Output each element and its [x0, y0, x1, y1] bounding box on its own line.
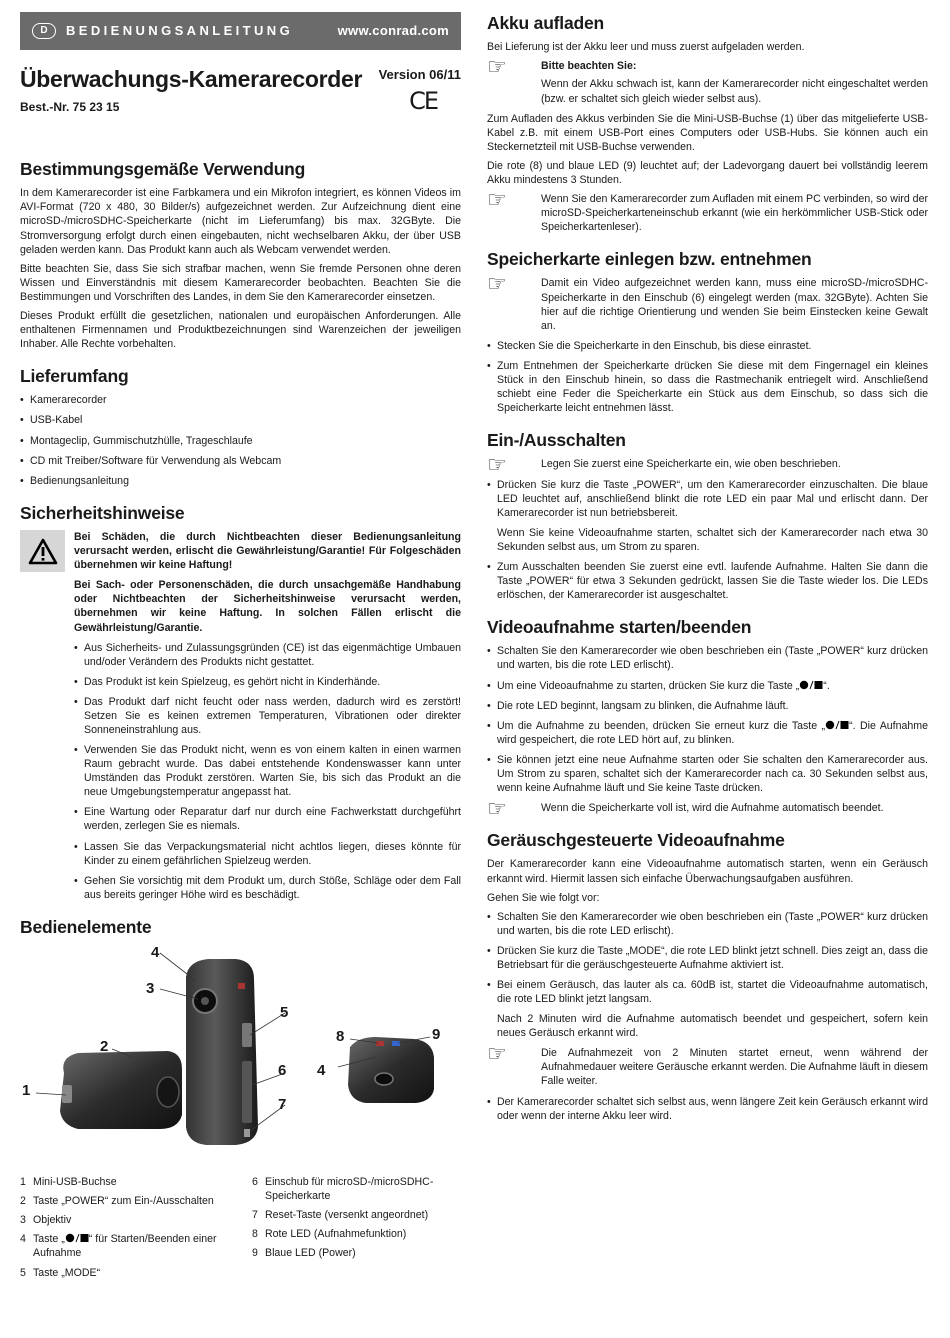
note-block: [487, 55, 928, 105]
safety-block: [20, 530, 461, 902]
list-item: • Bedienungsanleitung: [20, 474, 461, 488]
legend-item: 5 Taste „MODE“: [20, 1266, 101, 1279]
note-text: Wenn die Speicherkarte voll ist, wird die Aufnahme automatisch beendet.: [541, 802, 884, 815]
record-stop-icon: [65, 1233, 89, 1243]
section-heading-video: Videoaufnahme starten/beenden: [487, 617, 752, 638]
note-text: Die Aufnahmezeit von 2 Minuten startet erneut, wenn während der Aufnahmedauer weitere Geräusche erkannt werden. Die Aufnahme läuft in diesem Falle weiter.: [541, 1047, 928, 1088]
camera-illustration: [20, 945, 461, 1157]
callout-5: 5: [280, 1004, 289, 1022]
list-item: • Um die Aufnahme zu beenden, drücken Sie erneut kurz die Taste „ “. Die Aufnahme wird gespeichert, die rote LED hört auf, zu blinken.: [487, 719, 928, 747]
section-heading-verwendung: Bestimmungsgemäße Verwendung: [20, 159, 306, 179]
section-heading-geraeusch: Geräuschgesteuerte Videoaufnahme: [487, 830, 785, 851]
safety-list: [74, 641, 461, 902]
section-heading-lieferumfang: Lieferumfang: [20, 366, 129, 387]
callout-8: 8: [336, 1028, 345, 1046]
list-item: • Das Produkt darf nicht feucht oder nass werden, dadurch wird es zerstört! Setzen Sie es keinen extremen Temperaturen, Vibrationen oder direkter Sonneneinstrahlung aus.: [74, 695, 461, 737]
paragraph: Dieses Produkt erfüllt die gesetzlichen, nationalen und europäischen Anforderungen. Alle enthaltenen Firmennamen und Produktbezeichnungen sind Warenzeichen der jeweiligen Inhaber. Alle Rechte vorbehalten.: [20, 309, 461, 351]
legend-item: 4 Taste „ “ für Starten/Beenden einer Aufnahme: [20, 1233, 217, 1260]
list-item: • Aus Sicherheits- und Zulassungsgründen (CE) ist das eigenmächtige Umbauen und/oder Verändern des Produkts nicht gestattet.: [74, 641, 461, 669]
paragraph: Der Kamerarecorder kann eine Videoaufnahme automatisch starten, wenn ein Geräusch erkannt wird. Hiermit lassen sich einfache Überwachungsaufgaben ausführen.: [487, 858, 928, 885]
legend-item: 8 Rote LED (Aufnahmefunktion): [252, 1228, 407, 1241]
pointing-hand-icon: ☞: [487, 55, 507, 81]
left-column: [20, 12, 461, 1285]
safety-warning-2: Bei Sach- oder Personenschäden, die durch unsachgemäße Handhabung oder Nichtbeachten der Sicherheitshinweise verursacht werden, übernehmen wir keine Haftung. In solchen Fällen erlischt die Gewährleistung/Garantie.: [74, 579, 461, 634]
warning-triangle-icon: [20, 530, 65, 572]
video-steps-list: [487, 644, 928, 795]
list-item: • Das Produkt ist kein Spielzeug, es gehört nicht in Kinderhände.: [74, 675, 461, 689]
legend-column-right: [252, 1175, 461, 1284]
ce-mark-icon: CE: [409, 87, 437, 115]
pointing-hand-icon: ☞: [487, 453, 507, 479]
banner-title: BEDIENUNGSANLEITUNG: [66, 23, 294, 39]
banner-url: www.conrad.com: [337, 23, 449, 39]
callout-9: 9: [432, 1026, 441, 1044]
section-heading-bedienelemente: Bedienelemente: [20, 916, 152, 937]
note-block: [487, 272, 928, 332]
callout-7: 7: [278, 1096, 287, 1114]
list-item: • Drücken Sie kurz die Taste „POWER“, um den Kamerarecorder einzuschalten. Die blaue LED leuchtet auf, anschließend blinkt die rote LED ein paar Mal und erlischt dann. Der Kamerarecorder ist nun betriebsbereit. Wenn Sie keine Videoaufnahme starten, schaltet sich der Kamerarecorder nach etwa 30 Sekunden selbst aus, um Strom zu sparen.: [487, 478, 928, 554]
camera-photo: [20, 945, 461, 1157]
sound-steps-list: [487, 910, 928, 1041]
list-item: • Verwenden Sie das Produkt nicht, wenn es von einem kalten in einen warmen Raum gebracht wurde. Das dabei entstehende Kondenswasser kann unter Umständen das Produkt zerstören. Warten Sie, bis sich das Produkt an die neue Umgebungstemperatur angepasst hat.: [74, 743, 461, 799]
callout-1: 1: [22, 1082, 31, 1100]
paragraph: In dem Kamerarecorder ist eine Farbkamera und ein Mikrofon integriert, es können Videos im AVI-Format (720 x 480, 30 Bilder/s) aufgezeichnet werden. Zur Aufzeichnung dient eine microSD-/microSDHC-Speicherkarte (nicht im Lieferumfang) bis max. 32GByte. Die Stromversorgung erfolgt durch einen eingebauten, nicht wechselbaren Akku, der über USB geladen werden kann. Das Produkt kann auch als Webcam verwendet werden.: [20, 187, 461, 256]
paragraph: Gehen Sie wie folgt vor:: [487, 891, 600, 904]
version-label: Version 06/11: [378, 67, 461, 82]
note-text: Legen Sie zuerst eine Speicherkarte ein, wie oben beschrieben.: [541, 458, 841, 471]
callout-4b: 4: [317, 1062, 326, 1080]
list-item: • Um eine Videoaufnahme zu starten, drücken Sie kurz die Taste „ “.: [487, 679, 928, 693]
note-text: Wenn der Akku schwach ist, kann der Kamerarecorder nicht eingeschaltet werden (bzw. er schaltet sich gleich wieder selbst aus).: [541, 78, 928, 105]
paragraph: Die rote (8) und blaue LED (9) leuchtet auf; der Ladevorgang dauert bei vollständig leerem Akku mindestens 3 Stunden.: [487, 159, 928, 186]
list-item: • Eine Wartung oder Reparatur darf nur durch eine Fachwerkstatt durchgeführt werden, zerlegen Sie es niemals.: [74, 805, 461, 833]
legend-item: 1 Mini-USB-Buchse: [20, 1176, 117, 1189]
list-item: • Sie können jetzt eine neue Aufnahme starten oder Sie schalten den Kamerarecorder aus. Um Strom zu sparen, schaltet sich der Kamerarecorder nach ca. 30 Sekunden selbst aus, wenn keine Aufnahme läuft und Sie keine Taste drücken.: [487, 753, 928, 795]
list-item: • Stecken Sie die Speicherkarte in den Einschub, bis diese einrastet.: [487, 339, 928, 353]
callout-2: 2: [100, 1038, 109, 1056]
record-stop-icon: [825, 720, 849, 730]
language-badge: D: [32, 23, 56, 39]
list-item: • CD mit Treiber/Software für Verwendung als Webcam: [20, 454, 461, 468]
list-item: • Zum Ausschalten beenden Sie zuerst eine evtl. laufende Aufnahme. Halten Sie dann die Taste „POWER“ für etwa 3 Sekunden gedrückt, lassen Sie die Taste wieder los. Die LEDs erlöschen, der Kamerarecorder ist ausgeschaltet.: [487, 560, 928, 602]
list-item: • USB-Kabel: [20, 413, 461, 427]
section-heading-sicherheit: Sicherheitshinweise: [20, 502, 185, 523]
legend-item: 6 Einschub für microSD-/microSDHC-Speicherkarte: [252, 1176, 434, 1203]
list-item: • Zum Entnehmen der Speicherkarte drücken Sie diese mit dem Fingernagel ein kleines Stück in den Einschub hinein, so dass die Rastmechanik entriegelt wird. Anschließend schiebt eine Feder die Speicherkarte ein Stück aus dem Einschub, so dass sich die Speicherkarte leicht entnehmen lässt.: [487, 359, 928, 415]
paragraph: Bei Lieferung ist der Akku leer und muss zuerst aufgeladen werden.: [487, 41, 805, 54]
section-heading-speicherkarte: Speicherkarte einlegen bzw. entnehmen: [487, 249, 812, 270]
section-heading-einaus: Ein-/Ausschalten: [487, 430, 626, 451]
paragraph: Bitte beachten Sie, dass Sie sich strafbar machen, wenn Sie fremde Personen ohne deren Wissen und Einverständnis mit diesem Kamerarecorder beobachten. Beachten Sie die Bestimmungen und Vorschriften des Landes, in dem Sie den Kamerarecorder einsetzen.: [20, 262, 461, 303]
list-item: • Schalten Sie den Kamerarecorder wie oben beschrieben ein (Taste „POWER“ kurz drücken und warten, bis die rote LED erlischt).: [487, 644, 928, 672]
pointing-hand-icon: ☞: [487, 797, 507, 823]
legend-item: 2 Taste „POWER“ zum Ein-/Ausschalten: [20, 1195, 214, 1208]
note-heading: Bitte beachten Sie:: [541, 60, 637, 73]
callout-6: 6: [278, 1062, 287, 1080]
note-block: [487, 453, 928, 479]
pointing-hand-icon: ☞: [487, 187, 507, 213]
header-banner: [20, 12, 461, 50]
list-item: • Gehen Sie vorsichtig mit dem Produkt um, durch Stöße, Schläge oder dem Fall aus bereits geringer Höhe wird es beschädigt.: [74, 874, 461, 902]
card-steps-list: [487, 339, 928, 415]
safety-warning-1: Bei Schäden, die durch Nichtbeachten dieser Bedienungsanleitung verursacht werden, erlischt die Gewährleistung/Garantie! Für Folgeschäden übernehmen wir keine Haftung!: [74, 531, 461, 572]
sound-final-list: [487, 1095, 928, 1123]
title-block: [20, 64, 461, 144]
list-item: • Drücken Sie kurz die Taste „MODE“, die rote LED blinkt jetzt schnell. Dies zeigt an, dass die Betriebsart für die geräuschgesteuerte Aufnahme aktiviert ist.: [487, 944, 928, 972]
parts-legend: [20, 1175, 461, 1284]
right-column: [487, 12, 928, 1129]
document-title: Überwachungs-Kamerarecorder: [20, 66, 363, 92]
delivery-list: [20, 393, 461, 487]
note-block: [487, 187, 928, 234]
list-item: • Lassen Sie das Verpackungsmaterial nicht achtlos liegen, dieses könnte für Kinder zu einem gefährlichen Spielzeug werden.: [74, 840, 461, 868]
callout-3: 3: [146, 980, 155, 998]
note-block: [487, 797, 928, 823]
record-stop-icon: [799, 680, 823, 690]
legend-item: 9 Blaue LED (Power): [252, 1247, 356, 1260]
power-steps-list: [487, 478, 928, 603]
callout-4: 4: [151, 944, 160, 962]
order-number: Best.-Nr. 75 23 15: [20, 100, 120, 114]
legend-item: 7 Reset-Taste (versenkt angeordnet): [252, 1209, 429, 1222]
list-item: • Der Kamerarecorder schaltet sich selbst aus, wenn längere Zeit kein Geräusch erkannt wird oder wenn der interne Akku leer wird.: [487, 1095, 928, 1123]
pointing-hand-icon: ☞: [487, 1042, 507, 1068]
legend-column-left: [20, 1175, 252, 1284]
note-text: Wenn Sie den Kamerarecorder zum Aufladen mit einem PC verbinden, so wird der microSD-Speicherkarteneinschub erkannt (wie ein herkömmlicher USB-Stick oder Speicherkartenleser).: [541, 192, 928, 234]
paragraph: Zum Aufladen des Akkus verbinden Sie die Mini-USB-Buchse (1) über das mitgelieferte USB-Kabel z.B. mit einem USB-Port eines Computers oder USB-Hubs. Sie können auch ein Steckernetzteil mit USB-Buchse verwenden.: [487, 112, 928, 153]
list-item: • Kamerarecorder: [20, 393, 461, 407]
pointing-hand-icon: ☞: [487, 272, 507, 298]
list-item: • Bei einem Geräusch, das lauter als ca. 60dB ist, startet die Videoaufnahme automatisch, die rote LED blinkt jetzt langsam. Nach 2 Minuten wird die Aufnahme automatisch beendet und gespeichert, sofern kein neues Geräusch erkannt wird.: [487, 978, 928, 1040]
list-item: • Schalten Sie den Kamerarecorder wie oben beschrieben ein (Taste „POWER“ kurz drücken und warten, bis die rote LED erlischt).: [487, 910, 928, 938]
list-item: • Montageclip, Gummischutzhülle, Trageschlaufe: [20, 434, 461, 448]
list-item: • Die rote LED beginnt, langsam zu blinken, die Aufnahme läuft.: [487, 699, 928, 713]
note-block: [487, 1042, 928, 1088]
note-text: Damit ein Video aufgezeichnet werden kann, muss eine microSD-/microSDHC-Speicherkarte in den Einschub (6) eingelegt werden (max. 32GByte). Achten Sie hier auf die richtige Orientierung und wenden Sie beim Einstecken keine Gewalt an.: [541, 277, 928, 332]
legend-item: 3 Objektiv: [20, 1214, 72, 1227]
section-heading-akku: Akku aufladen: [487, 13, 605, 33]
